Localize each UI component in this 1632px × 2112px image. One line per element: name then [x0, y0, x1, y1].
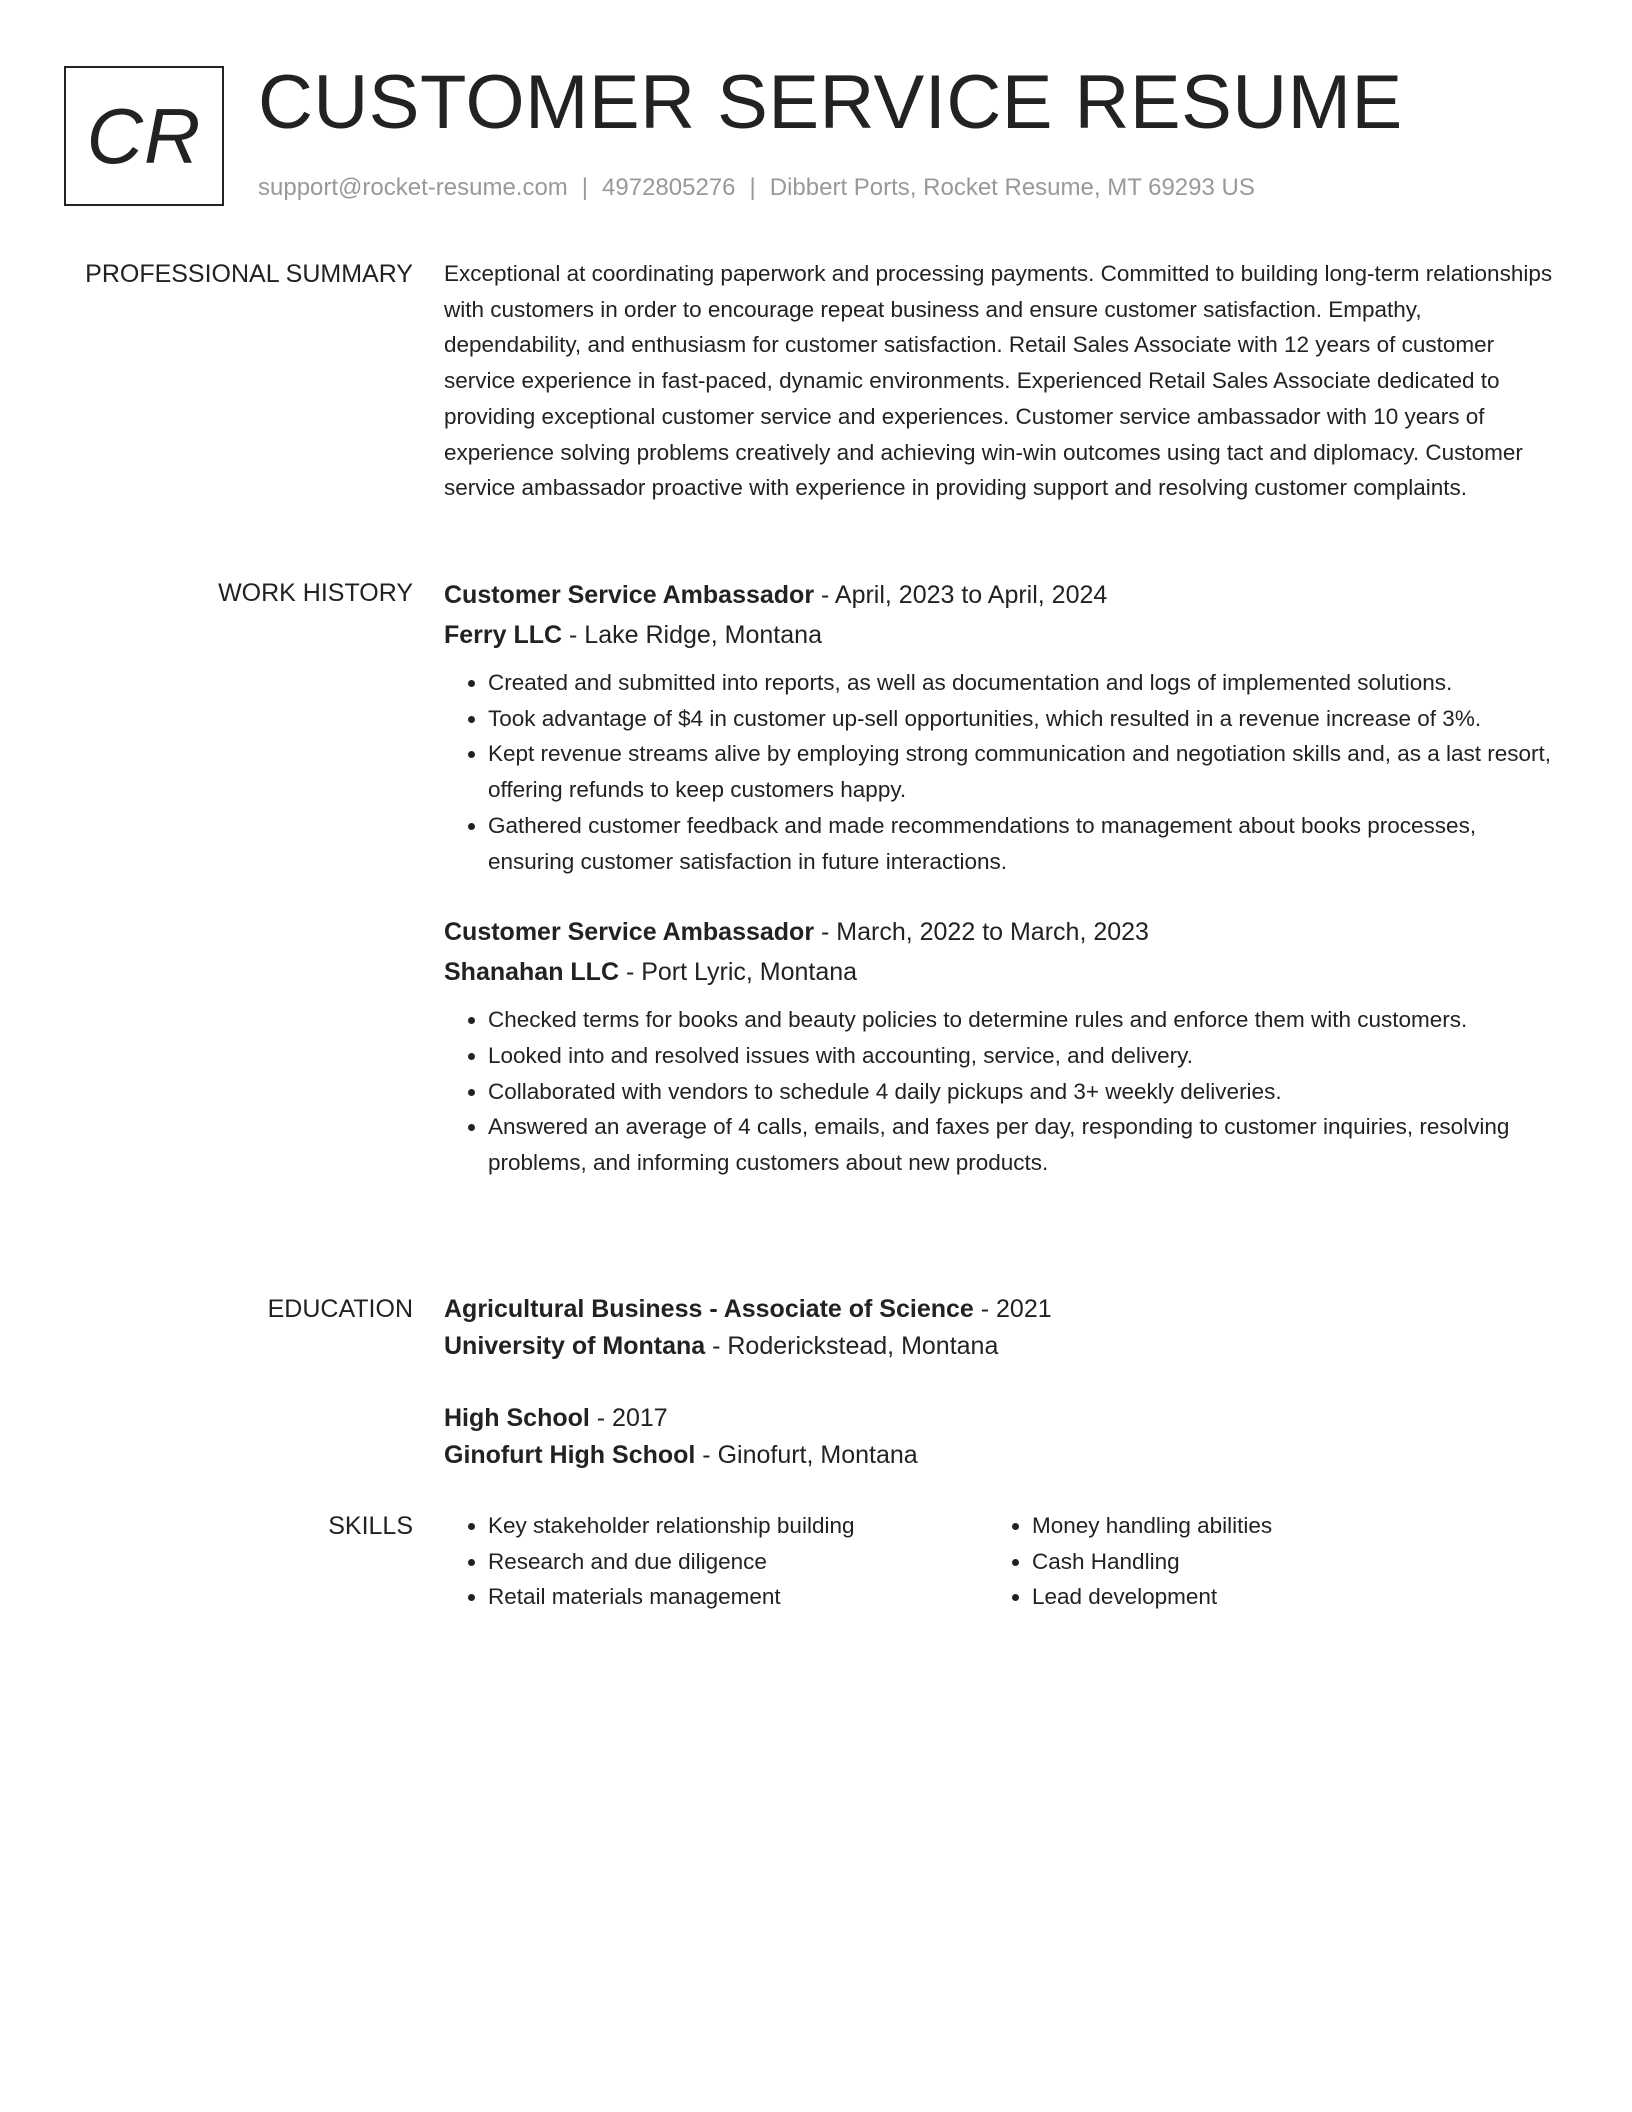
skill-item: • Research and due diligence: [488, 1544, 988, 1580]
job-bullets: [444, 665, 1564, 879]
education-degree-line: [444, 1400, 1564, 1437]
monogram-box: [64, 66, 224, 206]
education-body: [444, 1291, 1564, 1474]
skills-body: [444, 1508, 1564, 1615]
education-location: - Roderickstead, Montana: [705, 1332, 999, 1360]
skill-item: • Money handling abilities: [1032, 1508, 1532, 1544]
education-entry: [444, 1291, 1564, 1365]
job-title: Customer Service Ambassador: [444, 918, 815, 947]
job-title-line: [444, 575, 1564, 615]
email-link[interactable]: support@rocket-resume.com: [258, 174, 568, 201]
phone-number: 4972805276: [602, 174, 736, 201]
job-title-line: [444, 912, 1564, 952]
education-school-line: [444, 1437, 1564, 1474]
job-company-line: [444, 615, 1564, 655]
summary-text: Exceptional at coordinating paperwork and processing payments. Committed to building long-term relationships with customers in order to encourage repeat business and ensure customer satisfaction. Empathy, dependability, and enthusiasm for customer satisfaction. Retail Sales Associate with 12 years of customer service experience in fast-paced, dynamic environments. Experienced Retail Sales Associate dedicated to providing exceptional customer service and experiences. Customer service ambassador with 10 years of experience solving problems creatively and achieving win-win outcomes using tact and diplomacy. Customer service ambassador proactive with experience in providing support and resolving customer complaints.: [444, 261, 1553, 501]
contact-line: [258, 172, 1255, 204]
address: Dibbert Ports, Rocket Resume, MT 69293 US: [769, 174, 1255, 201]
job-bullet: • Answered an average of 4 calls, emails, and faxes per day, responding to customer inquiries, resolving problems, and informing customers about new products.: [488, 1109, 1564, 1180]
job-company: Shanahan LLC: [444, 958, 620, 987]
job-dates: - March, 2022 to March, 2023: [814, 918, 1149, 947]
education-degree-line: [444, 1291, 1564, 1328]
job-bullet: • Collaborated with vendors to schedule 4 daily pickups and 3+ weekly deliveries.: [488, 1074, 1564, 1110]
job-location: - Port Lyric, Montana: [619, 958, 858, 987]
section-label-summary: PROFESSIONAL SUMMARY: [85, 260, 413, 288]
education-year: - 2021: [973, 1295, 1052, 1323]
skills-columns: [444, 1508, 1564, 1615]
job-entry: [444, 912, 1564, 1181]
education-school-line: [444, 1328, 1564, 1365]
skill-item: • Cash Handling: [1032, 1544, 1532, 1580]
job-entry: [444, 575, 1564, 879]
job-bullet: • Gathered customer feedback and made recommendations to management about books processes, ensuring customer satisfaction in future interactions.: [488, 808, 1564, 879]
skill-item: • Retail materials management: [488, 1579, 988, 1615]
resume-title: CUSTOMER SERVICE RESUME: [258, 60, 1403, 145]
job-bullet: • Kept revenue streams alive by employing strong communication and negotiation skills and, as a last resort, offering refunds to keep customers happy.: [488, 736, 1564, 807]
education-school: University of Montana: [444, 1332, 706, 1360]
education-year: - 2017: [589, 1404, 668, 1432]
education-degree: High School: [444, 1404, 590, 1432]
contact-separator: |: [581, 174, 589, 201]
section-label-education: EDUCATION: [267, 1295, 413, 1323]
job-company: Ferry LLC: [444, 621, 563, 649]
skills-list-left: [444, 1508, 988, 1615]
section-label-work-history: WORK HISTORY: [218, 579, 413, 607]
summary-body: [444, 256, 1564, 506]
job-dates: - April, 2023 to April, 2024: [814, 581, 1108, 609]
skill-item: • Key stakeholder relationship building: [488, 1508, 988, 1544]
education-degree: Agricultural Business - Associate of Science: [444, 1295, 974, 1323]
education-location: - Ginofurt, Montana: [695, 1441, 918, 1469]
education-entry: [444, 1400, 1564, 1474]
skill-item: • Lead development: [1032, 1579, 1532, 1615]
job-bullets: [444, 1002, 1564, 1181]
job-bullet: • Took advantage of $4 in customer up-sell opportunities, which resulted in a revenue increase of 3%.: [488, 701, 1564, 737]
contact-separator: |: [749, 174, 756, 201]
job-bullet: • Created and submitted into reports, as well as documentation and logs of implemented solutions.: [488, 665, 1564, 701]
job-company-line: [444, 952, 1564, 992]
section-label-skills: SKILLS: [328, 1512, 413, 1540]
job-bullet: • Looked into and resolved issues with accounting, service, and delivery.: [488, 1038, 1564, 1074]
job-location: - Lake Ridge, Montana: [562, 621, 822, 649]
monogram-initials: CR: [86, 91, 202, 180]
work-history-body: [444, 575, 1564, 1181]
skills-list-right: [988, 1508, 1532, 1615]
job-bullet: • Checked terms for books and beauty policies to determine rules and enforce them with customers.: [488, 1002, 1564, 1038]
education-school: Ginofurt High School: [444, 1441, 696, 1469]
job-title: Customer Service Ambassador: [444, 581, 815, 609]
